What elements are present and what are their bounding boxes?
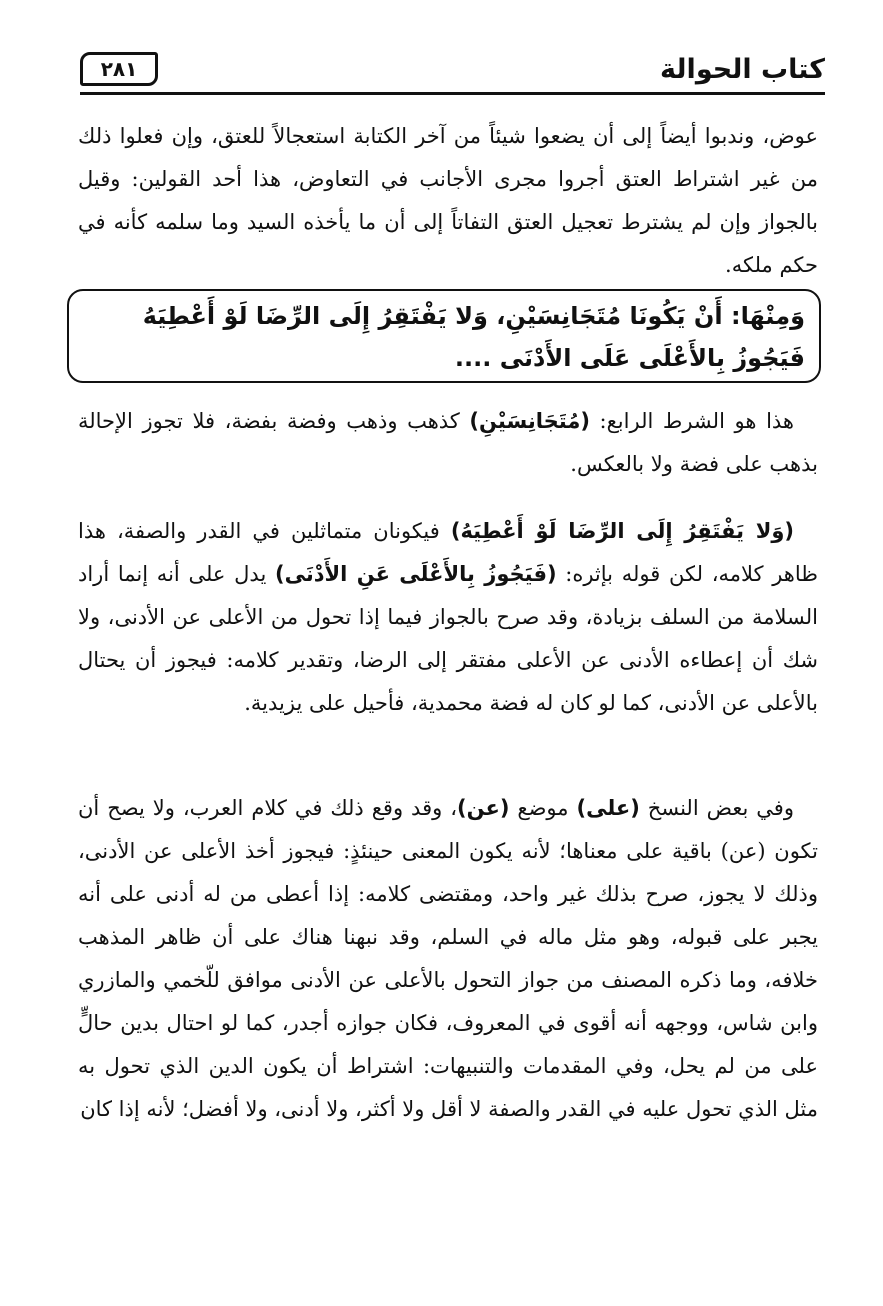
running-header	[80, 52, 825, 96]
paragraph-4-lead: وفي بعض النسخ	[639, 796, 794, 820]
paragraph-2-text	[78, 400, 818, 486]
paragraph-3-term-2: (فَيَجُوزُ بِالأَعْلَى عَنِ الأَدْنَى)	[275, 562, 557, 586]
paragraph-3-text	[78, 510, 818, 725]
paragraph-3-term-1: (وَلا يَفْتَقِرُ إِلَى الرِّضَا لَوْ أَعْطِيَهُ)	[450, 519, 794, 543]
chapter-title: كتاب الحوالة	[660, 54, 825, 85]
paragraph-2-term: (مُتَجَانِسَيْنِ)	[469, 409, 590, 433]
quote-line-1: وَمِنْهَا: أَنْ يَكُونَا مُتَجَانِسَيْنِ، وَلا يَفْتَقِرُ إِلَى الرِّضَا لَوْ أَعْطِيَهُ	[142, 302, 805, 330]
quote-line-2: فَيَجُوزُ بِالأَعْلَى عَلَى الأَدْنَى ....	[454, 344, 805, 372]
paragraph-2	[78, 400, 818, 509]
paragraph-2-lead: هذا هو الشرط الرابع:	[589, 409, 794, 433]
paragraph-4	[78, 787, 818, 1154]
header-rule	[80, 92, 825, 95]
page-number: ٢٨١	[100, 57, 138, 81]
page-number-box	[80, 52, 158, 86]
matn-quote-box	[67, 289, 821, 383]
paragraph-1	[78, 115, 818, 287]
paragraph-4-text	[78, 787, 818, 1131]
paragraph-4-rest: ، وقد وقع ذلك في كلام العرب، ولا يصح أن تكون (عن) باقية على معناها؛ لأنه يكون المعنى حينئذٍ: فيجوز أخذ الأعلى عن الأدنى، وذلك لا يجوز، صرح بذلك غير واحد، ومقتضى كلامه: إذا أعطى من له أدنى على أنه يجبر على قبوله، وهو مثل ماله في السلم، وقد نبهنا هناك على أن ظاهر المذهب خلافه، وما ذكره المصنف من جواز التحول بالأعلى عن الأدنى موافق للّخمي والمازري وابن شاس، ووجهه أنه أقوى في المعروف، فكان جوازه أجدر، كما لو احتال بدين حالٍّ على من لم يحل، وفي المقدمات والتنبيهات: اشتراط أن يكون الدين الذي تحول به مثل الذي تحول عليه في القدر والصفة لا أقل ولا أكثر، ولا أدنى، ولا أفضل؛ لأنه إذا كان	[78, 796, 818, 1121]
paragraph-3-mid: فيكونان متماثلين في القدر والصفة، هذا ظاهر كلامه، لكن قوله بإثره:	[78, 519, 818, 586]
paragraph-1-text: عوض، وندبوا أيضاً إلى أن يضعوا شيئاً من آخر الكتابة استعجالاً للعتق، وإن فعلوا ذلك من غير اشتراط العتق أجروا مجرى الأجانب في التعاوض، هذا أحد القولين: وقيل بالجواز وإن لم يشترط تعجيل العتق التفاتاً إلى أن ما يأخذه السيد وما سلمه كأنه في حكم ملكه.	[78, 124, 818, 277]
paragraph-2-rest: كذهب وذهب وفضة بفضة، فلا تجوز الإحالة بذهب على فضة ولا بالعكس.	[78, 409, 818, 476]
paragraph-4-term-1: (على)	[576, 796, 640, 820]
paragraph-3	[78, 510, 818, 748]
paragraph-4-mid: موضع	[509, 796, 577, 820]
paragraph-4-term-2: (عن)	[457, 796, 510, 820]
paragraph-3-rest: يدل على أنه إنما أراد السلامة من السلف بزيادة، وقد صرح بالجواز فيما إذا تحول من الأعلى عن الأدنى، ولا شك أن إعطاءه الأدنى عن الأعلى مفتقر إلى الرضا، وتقدير كلامه: فيجوز أن يحتال بالأعلى عن الأدنى، كما لو كان له فضة محمدية، فأحيل على يزيدية.	[78, 562, 818, 715]
